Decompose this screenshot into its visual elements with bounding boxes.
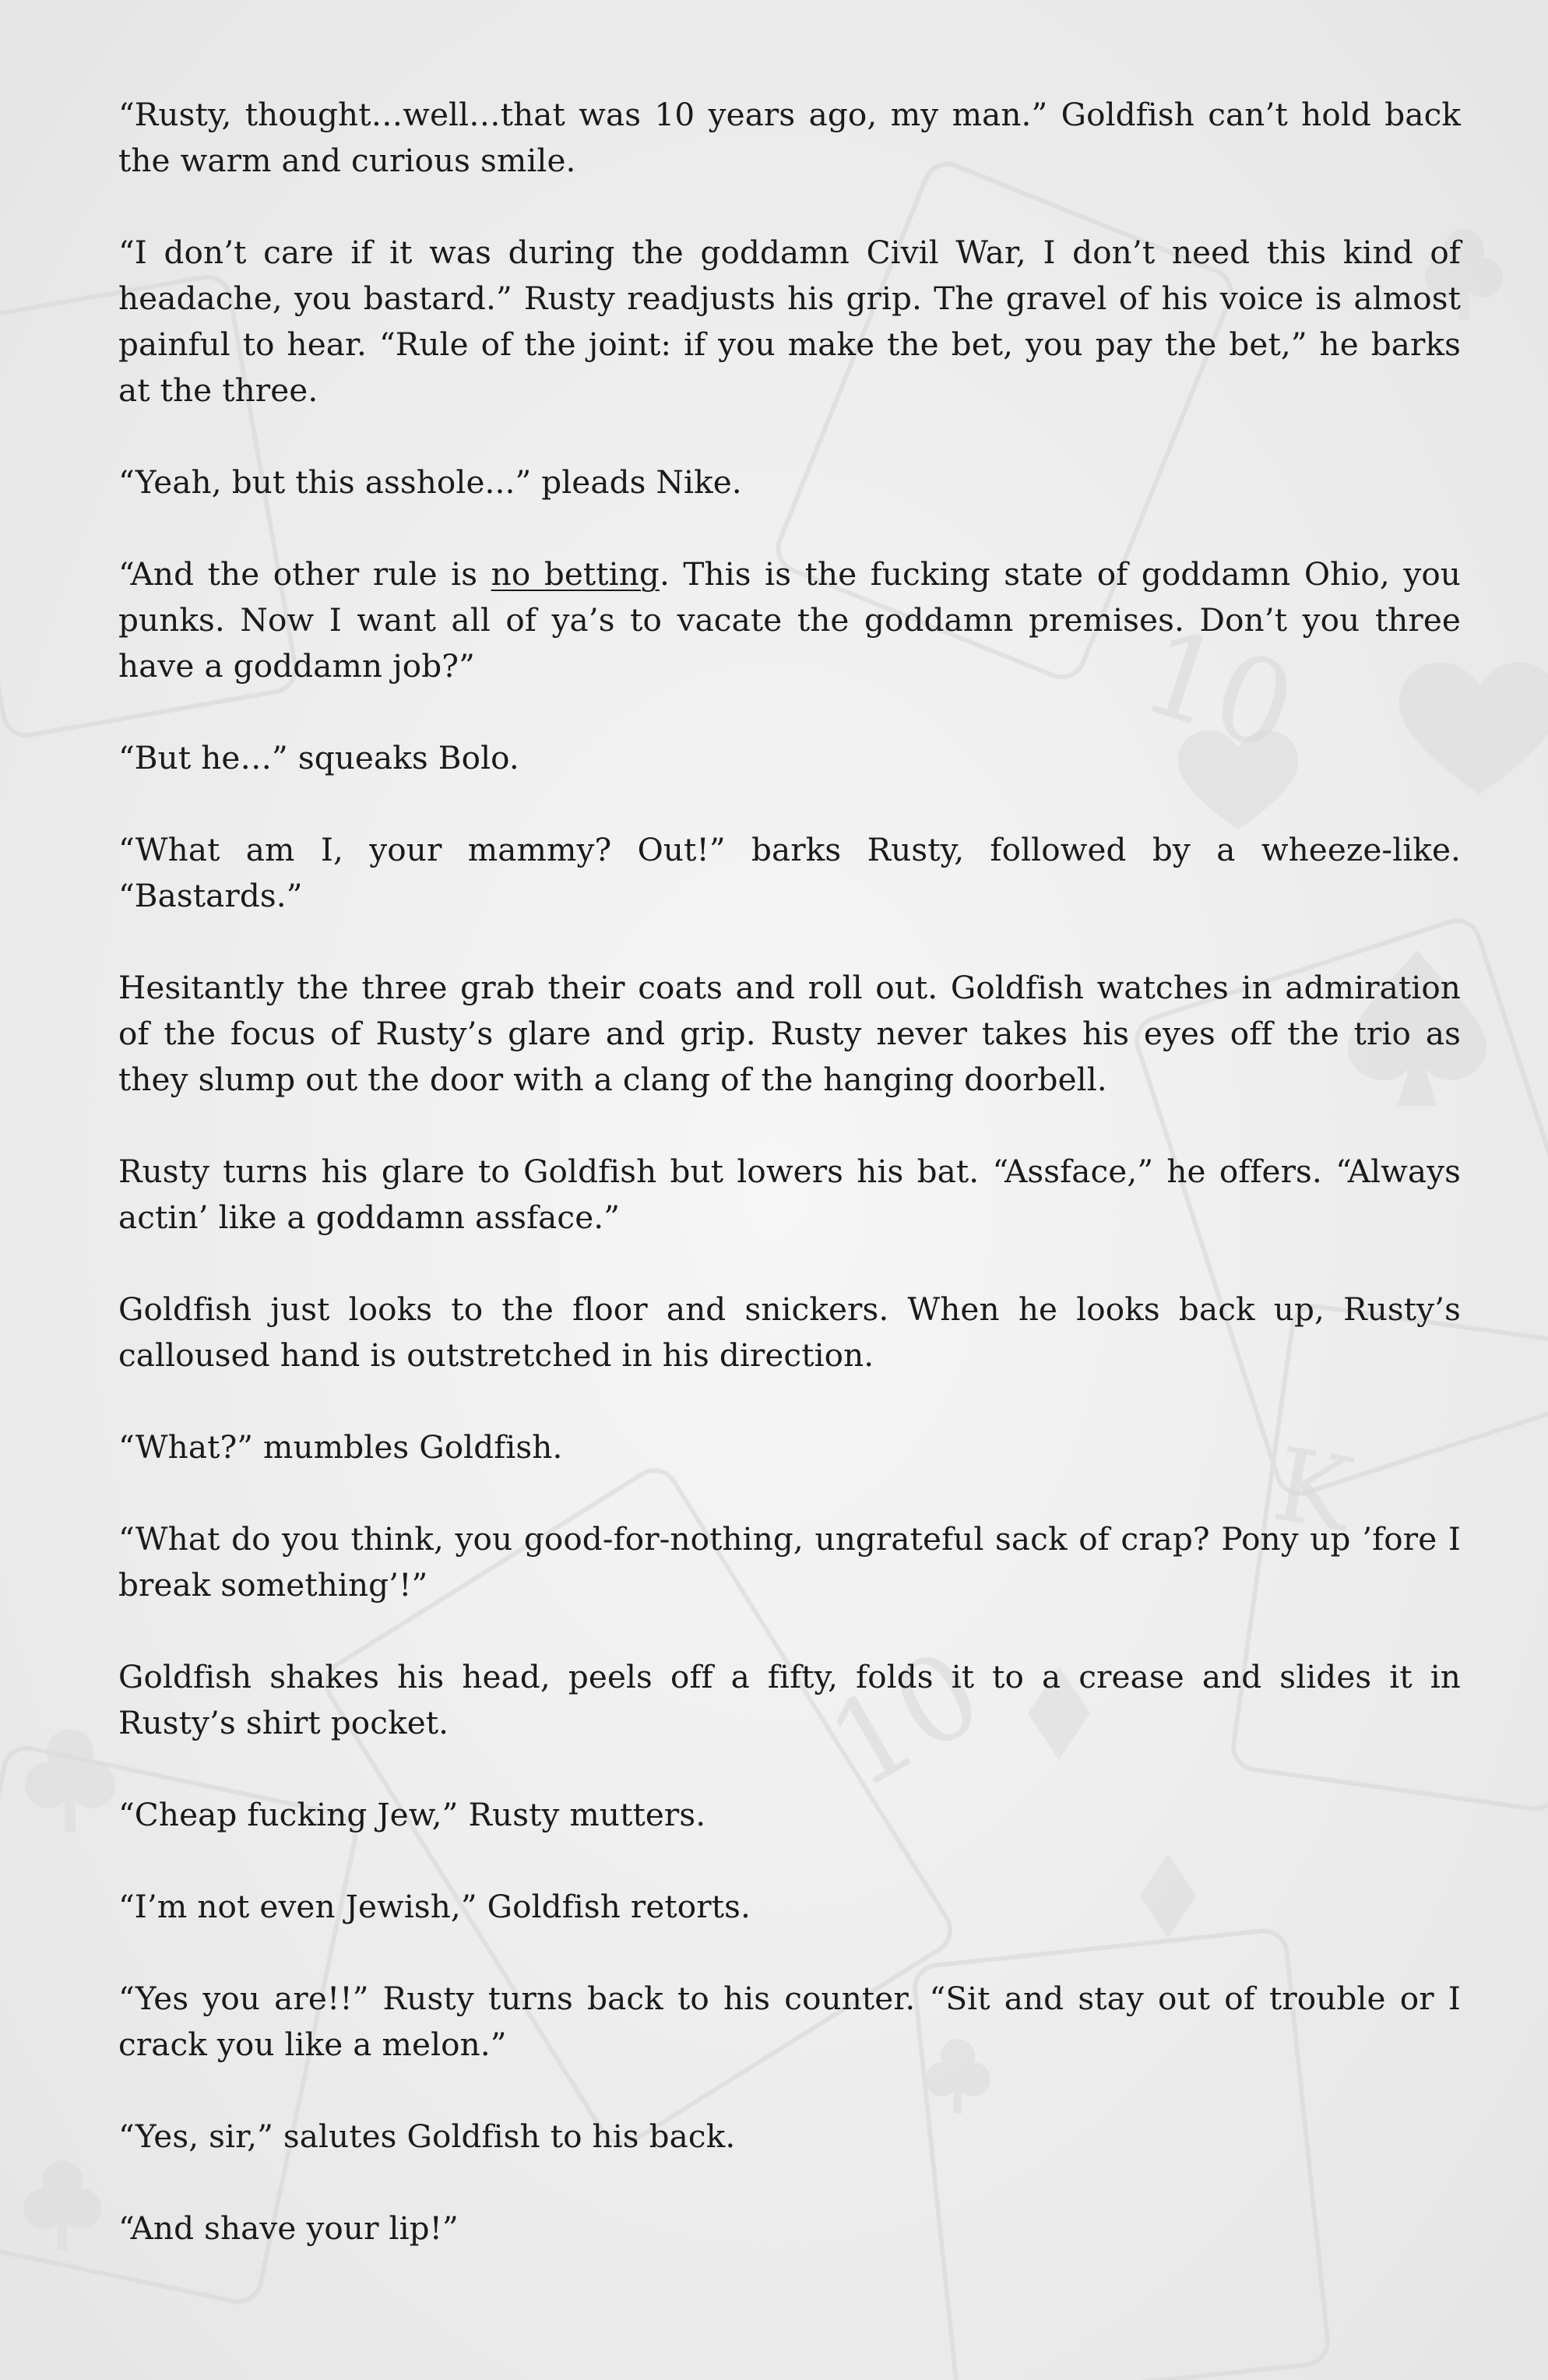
paragraph: “Yes you are!!” Rusty turns back to his counter. “Sit and stay out of trouble or I crack you like a melon.” (118, 1980, 1461, 2063)
paragraph (118, 551, 1461, 689)
paragraph: “What am I, your mammy? Out!” barks Rusty, followed by a wheeze-like. “Bastards.” (118, 831, 1461, 914)
svg-text:K: K (1265, 1424, 1361, 1555)
paragraph: “But he…” squeaks Bolo. (118, 739, 519, 776)
paragraph: “Yes, sir,” salutes Goldfish to his back. (118, 2118, 736, 2155)
paragraph-text: . This is the fucking state of goddamn Ohio, you punks. Now I want all of ya’s to vacate the goddamn premises. Don’t you three have a goddamn job?” (118, 555, 1461, 685)
paragraph: “What?” mumbles Goldfish. (118, 1428, 563, 1466)
paragraph: “And shave your lip!” (118, 2209, 459, 2247)
paragraph: Rusty turns his glare to Goldfish but lowers his bat. “Assface,” he offers. “Always actin’ like a goddamn assface.” (118, 1153, 1461, 1236)
paragraph: “Cheap fucking Jew,” Rusty mutters. (118, 1796, 706, 1833)
paragraph-text: “And the other rule is (118, 555, 491, 593)
svg-text:10: 10 (807, 1624, 1004, 1816)
underlined-phrase: no betting (491, 555, 660, 593)
paragraph: “Rusty, thought…well…that was 10 years ago, my man.” Goldfish can’t hold back the warm and curious smile. (118, 96, 1461, 179)
paragraph: Goldfish shakes his head, peels off a fifty, folds it to a crease and slides it in Rusty’s shirt pocket. (118, 1658, 1461, 1741)
paragraph: “Yeah, but this asshole...” pleads Nike. (118, 463, 742, 501)
paragraph: “I’m not even Jewish,” Goldfish retorts. (118, 1888, 751, 1925)
svg-text:10: 10 (1126, 603, 1311, 779)
paragraph: “I don’t care if it was during the goddamn Civil War, I don’t need this kind of headache, you bastard.” Rusty readjusts his grip. The gravel of his voice is almost painful to hear. “Rule of the joint: if you make the bet, you pay the bet,” he barks at the three. (118, 234, 1461, 409)
paragraph: Hesitantly the three grab their coats and roll out. Goldfish watches in admiration of the focus of Rusty’s glare and grip. Rusty never takes his eyes off the trio as they slump out the door with a clang of the hanging doorbell. (118, 969, 1461, 1098)
paragraph: Goldfish just looks to the floor and snickers. When he looks back up, Rusty’s calloused hand is outstretched in his direction. (118, 1290, 1461, 1374)
paragraph: “What do you think, you good-for-nothing, ungrateful sack of crap? Pony up ’fore I break something’!” (118, 1520, 1461, 1604)
story-text (118, 92, 1461, 2297)
